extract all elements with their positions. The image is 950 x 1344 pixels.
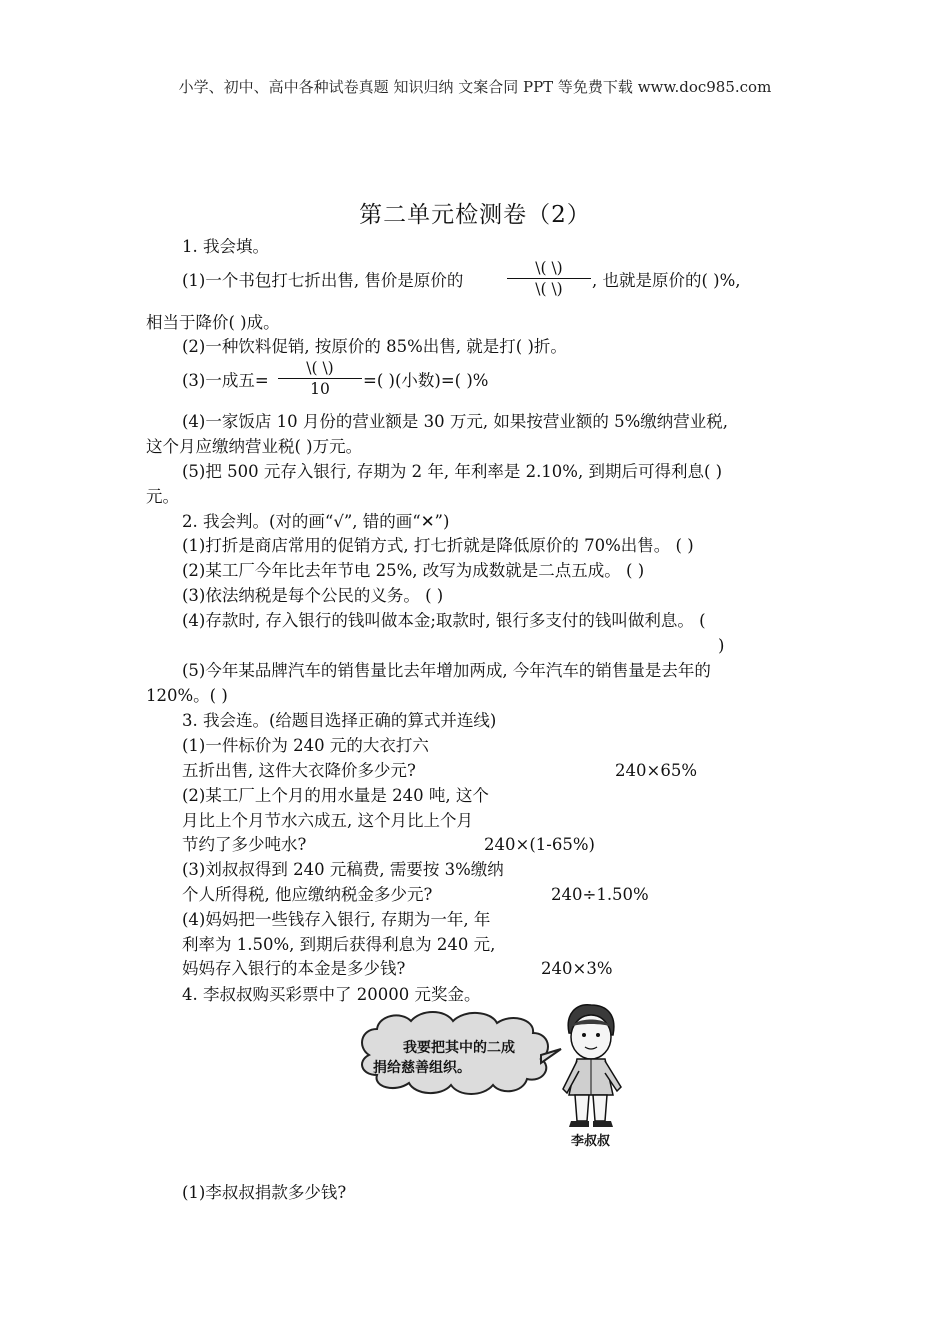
s1-q1-fraction [507,259,591,298]
s3-q4-line-3: 妈妈存入银行的本金是多少钱? [182,959,406,978]
boy-left-eye [582,1033,586,1037]
illustration [355,1003,640,1148]
s1-q5-line-1: (5)把 500 元存入银行, 存期为 2 年, 年利率是 2.10%, 到期后可得利息( ) [182,462,723,481]
s3-formula-3[interactable]: 240÷1.50% [551,885,649,904]
s1-q1-fraction-denominator: \( \) [535,280,563,298]
s3-q2-line-2: 月比上个月节水六成五, 这个月比上个月 [182,811,473,830]
s1-q1-part-b: , 也就是原价的( )%, [592,271,741,290]
boy-left-leg [575,1095,589,1121]
bubble-text-line-2: 捐给慈善组织。 [373,1060,471,1076]
s2-q3: (3)依法纳税是每个公民的义务。 ( ) [182,586,444,605]
s3-q2-line-1: (2)某工厂上个月的用水量是 240 吨, 这个 [182,786,489,805]
s1-q1-part-a: (1)一个书包打七折出售, 售价是原价的 [182,271,464,290]
s3-q3-line-1: (3)刘叔叔得到 240 元稿费, 需要按 3%缴纳 [182,860,504,879]
s1-q1-fraction-numerator: \( \) [507,259,591,279]
s3-q1-line-2: 五折出售, 这件大衣降价多少元? [182,761,416,780]
s2-q5-line-1: (5)今年某品牌汽车的销售量比去年增加两成, 今年汽车的销售量是去年的 [182,661,711,680]
s3-q2-line-3: 节约了多少吨水? [182,835,307,854]
s1-q5-line-2: 元。 [146,487,179,506]
s3-q4-line-2: 利率为 1.50%, 到期后获得利息为 240 元, [182,935,496,954]
boy-left-shoe [569,1121,589,1127]
s1-q4-line-2: 这个月应缴纳营业税( )万元。 [146,437,363,456]
boy-right-leg [593,1095,607,1121]
s3-formula-1[interactable]: 240×65% [615,761,697,780]
s3-formula-2[interactable]: 240×(1-65%) [484,835,595,854]
section-4-heading: 4. 李叔叔购买彩票中了 20000 元奖金。 [182,985,481,1004]
illustration-caption: 李叔叔 [571,1134,611,1149]
s1-q3-fraction-denominator: 10 [310,380,330,398]
s3-q1-line-1: (1)一件标价为 240 元的大衣打六 [182,736,429,755]
boy-right-eye [596,1033,600,1037]
s2-q2: (2)某工厂今年比去年节电 25%, 改写为成数就是二点五成。 ( ) [182,561,645,580]
s3-q3-line-2: 个人所得税, 他应缴纳税金多少元? [182,885,433,904]
bubble-text-line-1: 我要把其中的二成 [403,1040,515,1056]
s3-q4-line-1: (4)妈妈把一些钱存入银行, 存期为一年, 年 [182,910,491,929]
s1-q3-part-b: =( )(小数)=( )% [363,371,489,390]
s2-q5-line-2: 120%。( ) [146,686,228,705]
s1-q4-line-1: (4)一家饭店 10 月份的营业额是 30 万元, 如果按营业额的 5%缴纳营业税, [182,412,728,431]
section-3-heading: 3. 我会连。(给题目选择正确的算式并连线) [182,711,497,730]
s3-formula-4[interactable]: 240×3% [541,959,613,978]
s1-q1-part-c: 相当于降价( )成。 [146,313,280,332]
s1-q3-fraction-numerator: \( \) [278,359,362,379]
s1-q3-fraction [278,359,362,398]
s2-q4-line-2: ) [718,636,725,655]
boy-right-shoe [593,1121,613,1127]
s2-q1: (1)打折是商店常用的促销方式, 打七折就是降低原价的 70%出售。 ( ) [182,536,694,555]
s1-q3-part-a: (3)一成五= [182,371,269,390]
s1-q2: (2)一种饮料促销, 按原价的 85%出售, 就是打( )折。 [182,337,567,356]
s4-q1: (1)李叔叔捐款多少钱? [182,1183,347,1202]
page-title: 第二单元检测卷（2） [359,202,591,228]
section-2-heading: 2. 我会判。(对的画“√”, 错的画“✕”) [182,512,450,531]
page-header: 小学、初中、高中各种试卷真题 知识归纳 文案合同 PPT 等免费下载 www.doc985.com [178,78,772,96]
section-1-heading: 1. 我会填。 [182,237,269,256]
s2-q4-line-1: (4)存款时, 存入银行的钱叫做本金;取款时, 银行多支付的钱叫做利息。 ( [182,611,706,630]
